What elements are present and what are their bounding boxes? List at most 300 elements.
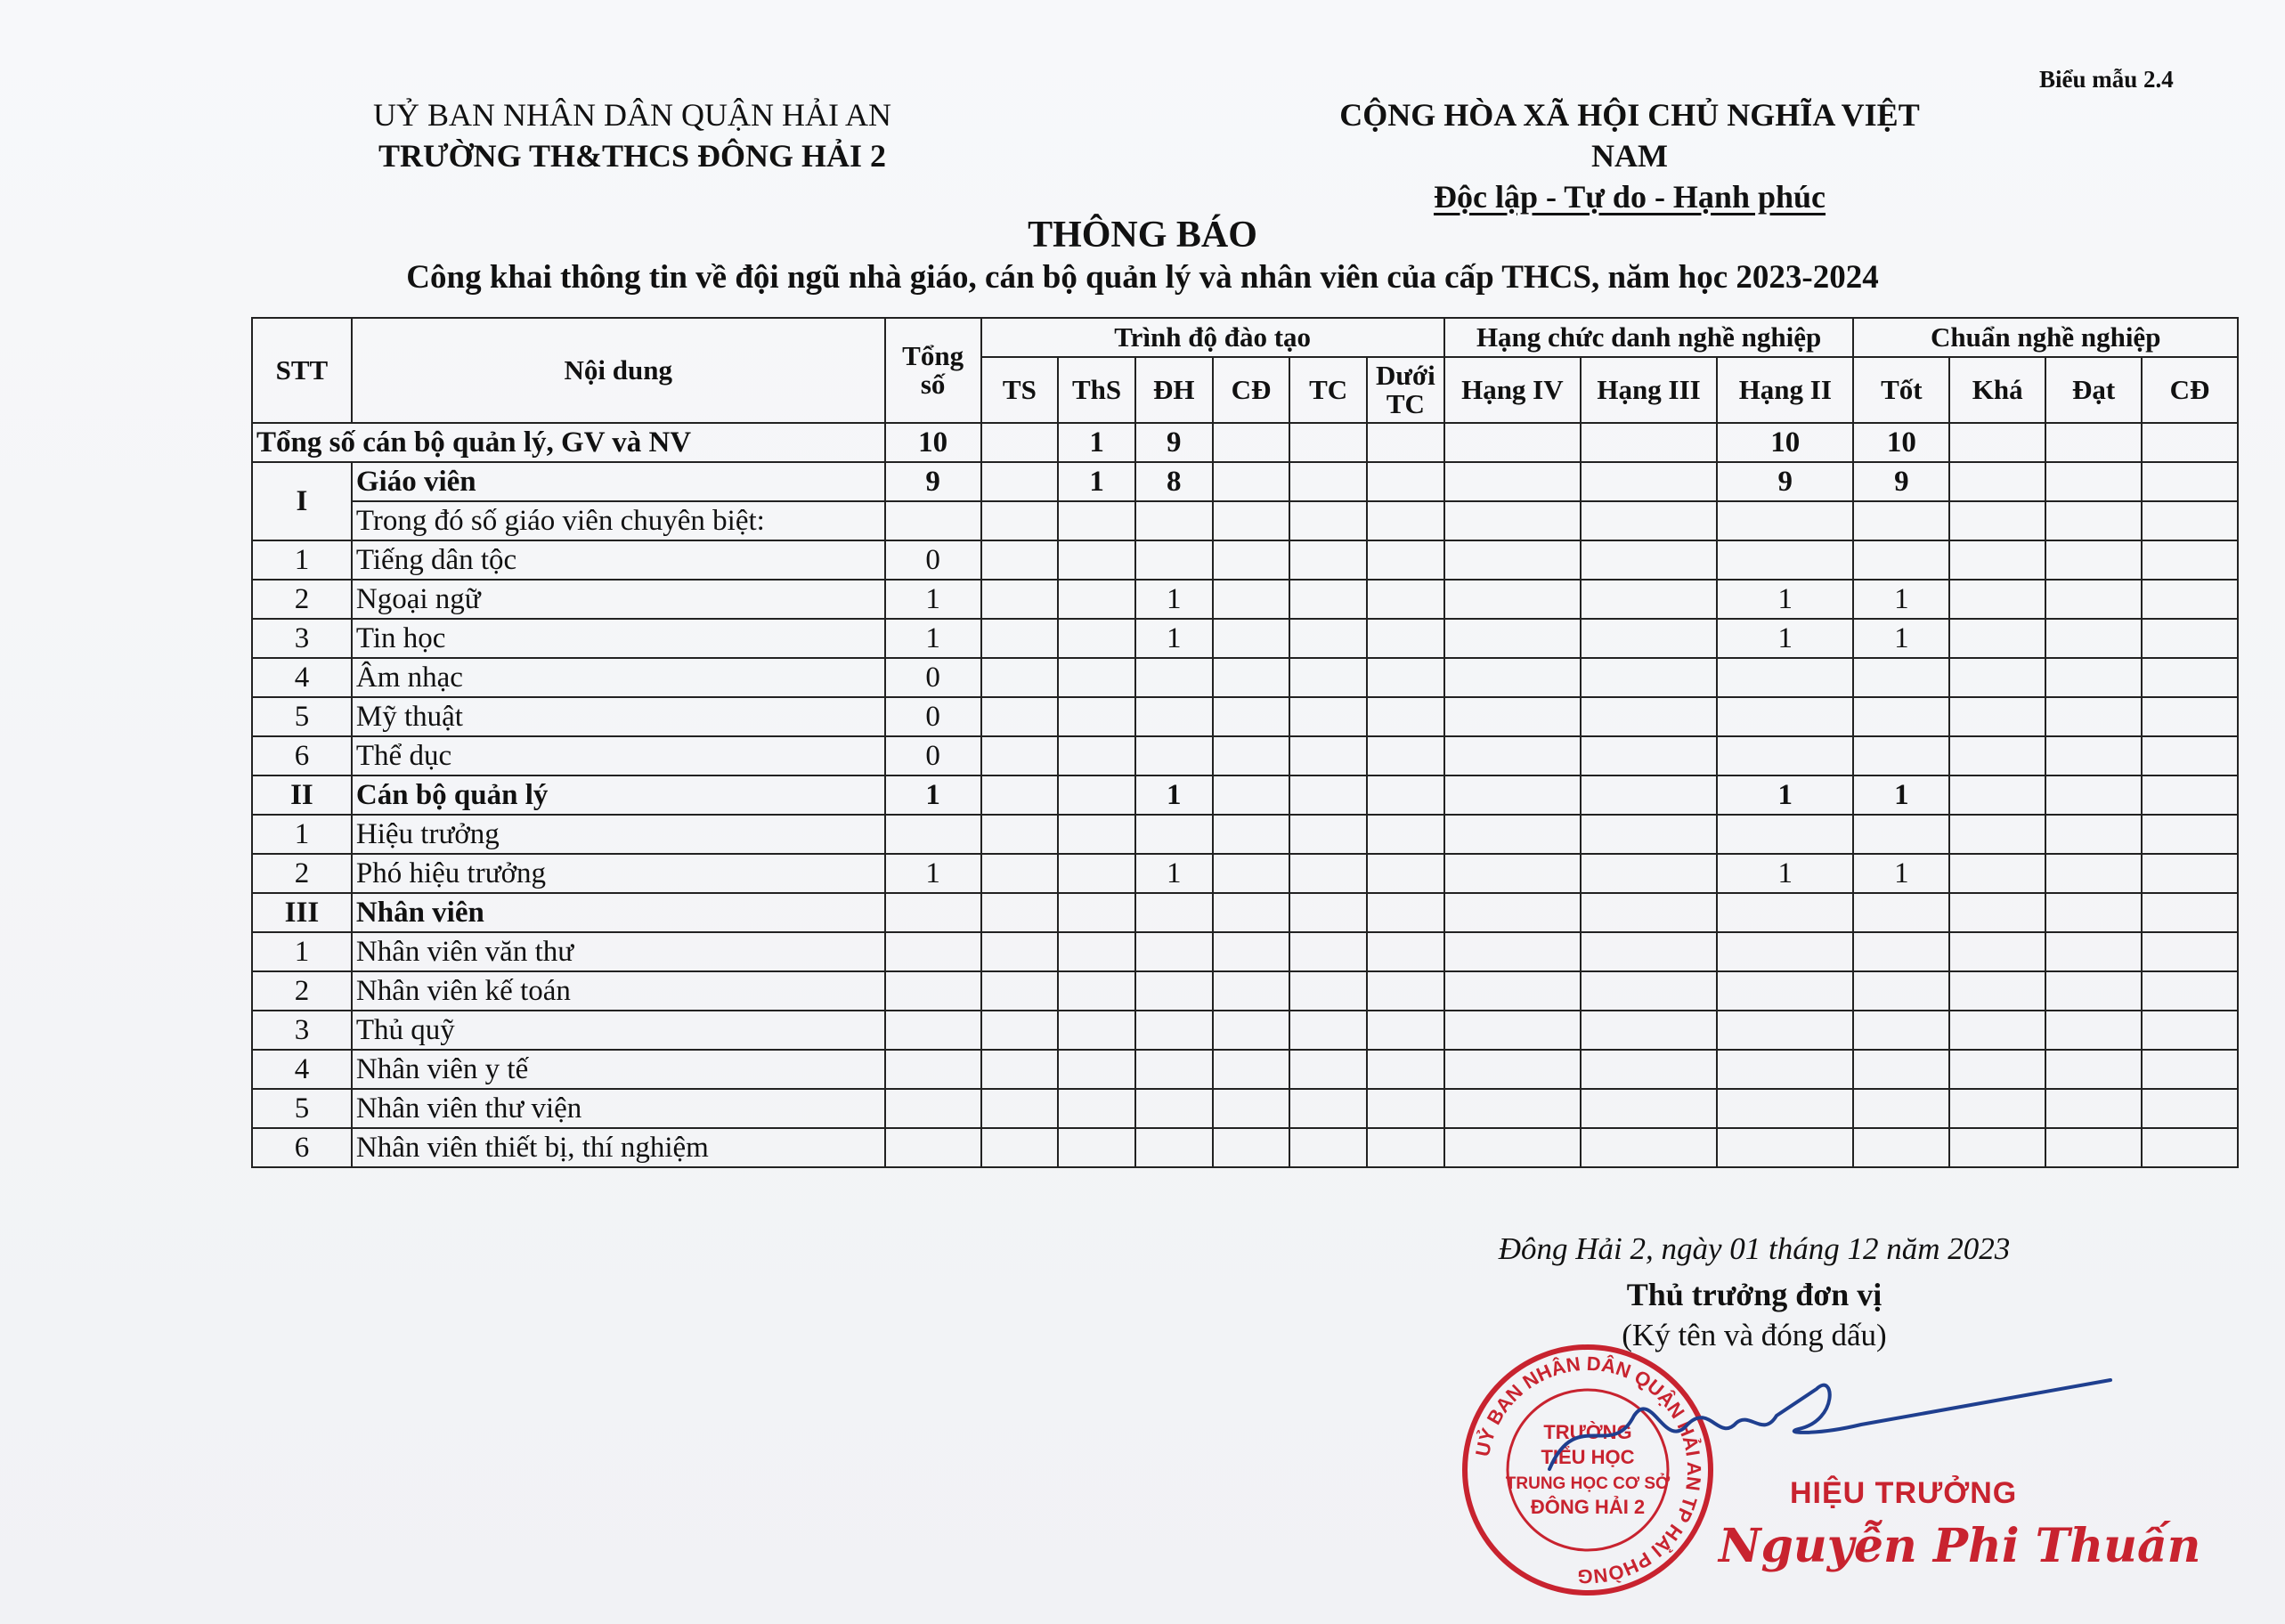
row-stt: 4: [252, 658, 352, 697]
value-cell: [885, 932, 981, 971]
col-standards-0: Tốt: [1853, 357, 1949, 423]
value-cell: [1581, 815, 1717, 854]
table-row: [252, 971, 2238, 1011]
value-cell: [1367, 736, 1444, 775]
value-cell: [1444, 540, 1581, 580]
row-label: Nhân viên thiết bị, thí nghiệm: [352, 1128, 885, 1167]
table-row: [252, 1050, 2238, 1089]
value-cell: [1213, 540, 1290, 580]
value-cell: 9: [1717, 462, 1853, 501]
value-cell: [1213, 971, 1290, 1011]
value-cell: 0: [885, 697, 981, 736]
value-cell: [1717, 697, 1853, 736]
value-cell: [1058, 540, 1135, 580]
value-cell: [2142, 736, 2238, 775]
row-stt: II: [252, 775, 352, 815]
table-row-group-staff: [252, 893, 2238, 932]
value-cell: [1058, 1050, 1135, 1089]
value-cell: [1949, 1089, 2045, 1128]
signer-role: HIỆU TRƯỞNG: [1790, 1476, 2018, 1510]
table-row: [252, 854, 2238, 893]
value-cell: [1949, 658, 2045, 697]
value-cell: [2142, 854, 2238, 893]
value-cell: [1581, 932, 1717, 971]
row-stt: 2: [252, 854, 352, 893]
table-row: [252, 580, 2238, 619]
value-cell: [1853, 1128, 1949, 1167]
value-cell: [2142, 580, 2238, 619]
value-cell: [1367, 580, 1444, 619]
value-cell: [1213, 462, 1290, 501]
value-cell: [2142, 462, 2238, 501]
value-cell: [2142, 697, 2238, 736]
row-stt: 3: [252, 619, 352, 658]
value-cell: [1058, 893, 1135, 932]
value-cell: [1717, 1089, 1853, 1128]
value-cell: [1058, 580, 1135, 619]
value-cell: [1949, 971, 2045, 1011]
value-cell: [1135, 736, 1213, 775]
group-standard: Chuẩn nghề nghiệp: [1853, 318, 2238, 357]
table-row-note: [252, 501, 2238, 540]
value-cell: [1444, 423, 1581, 462]
value-cell: [1853, 893, 1949, 932]
value-cell: [1367, 932, 1444, 971]
row-stt: 4: [252, 1050, 352, 1089]
value-cell: [1949, 462, 2045, 501]
value-cell: 1: [1717, 854, 1853, 893]
value-cell: [1135, 1128, 1213, 1167]
value-cell: [1444, 893, 1581, 932]
value-cell: [1058, 1128, 1135, 1167]
value-cell: [1581, 854, 1717, 893]
row-stt: 5: [252, 1089, 352, 1128]
value-cell: [2045, 1050, 2142, 1089]
value-cell: [981, 971, 1059, 1011]
value-cell: [1444, 736, 1581, 775]
value-cell: [885, 1089, 981, 1128]
value-cell: [981, 1050, 1059, 1089]
value-cell: [1135, 658, 1213, 697]
row-stt: 1: [252, 815, 352, 854]
table-row: [252, 658, 2238, 697]
value-cell: [1581, 619, 1717, 658]
value-cell: [1717, 501, 1853, 540]
value-cell: [1289, 658, 1367, 697]
col-training-3: CĐ: [1213, 357, 1290, 423]
value-cell: [1581, 775, 1717, 815]
row-label: Âm nhạc: [352, 658, 885, 697]
value-cell: [981, 423, 1059, 462]
value-cell: [1367, 1050, 1444, 1089]
value-cell: [1058, 971, 1135, 1011]
value-cell: [1444, 462, 1581, 501]
value-cell: [1581, 1089, 1717, 1128]
value-cell: [1058, 854, 1135, 893]
row-label: Phó hiệu trưởng: [352, 854, 885, 893]
value-cell: [1058, 736, 1135, 775]
value-cell: [1213, 1050, 1290, 1089]
value-cell: [2045, 815, 2142, 854]
value-cell: [981, 736, 1059, 775]
row-label: Nhân viên kế toán: [352, 971, 885, 1011]
value-cell: [1367, 971, 1444, 1011]
value-cell: [1213, 736, 1290, 775]
value-cell: [981, 893, 1059, 932]
value-cell: [1444, 815, 1581, 854]
value-cell: [1853, 1050, 1949, 1089]
value-cell: [1949, 540, 2045, 580]
row-label: Trong đó số giáo viên chuyên biệt:: [352, 501, 885, 540]
row-label: Hiệu trưởng: [352, 815, 885, 854]
value-cell: [1444, 971, 1581, 1011]
value-cell: 10: [885, 423, 981, 462]
value-cell: [1717, 971, 1853, 1011]
value-cell: [1853, 736, 1949, 775]
col-stt: STT: [252, 318, 352, 423]
signer-title: Thủ trưởng đơn vị: [1626, 1277, 1882, 1312]
value-cell: 0: [885, 540, 981, 580]
row-label: Tin học: [352, 619, 885, 658]
value-cell: [981, 658, 1059, 697]
value-cell: [1367, 619, 1444, 658]
value-cell: [1367, 697, 1444, 736]
header-row-groups: [252, 318, 2238, 357]
svg-text:UỶ BAN NHÂN DÂN QUẬN HẢI AN TP: UỶ BAN NHÂN DÂN QUẬN HẢI AN TP HẢI PHÒNG: [1470, 1352, 1706, 1588]
table-row: [252, 1011, 2238, 1050]
col-standards-2: Đạt: [2045, 357, 2142, 423]
value-cell: [981, 697, 1059, 736]
value-cell: [1289, 854, 1367, 893]
value-cell: 1: [1135, 854, 1213, 893]
value-cell: [2142, 658, 2238, 697]
value-cell: 1: [1717, 619, 1853, 658]
col-training-5: Dưới TC: [1367, 357, 1444, 423]
value-cell: [1289, 1050, 1367, 1089]
value-cell: 1: [1135, 580, 1213, 619]
col-ranks-1: Hạng III: [1581, 357, 1717, 423]
value-cell: [1717, 893, 1853, 932]
value-cell: [1949, 501, 2045, 540]
row-label: Tiếng dân tộc: [352, 540, 885, 580]
value-cell: 1: [1717, 580, 1853, 619]
value-cell: 9: [1853, 462, 1949, 501]
value-cell: [1444, 697, 1581, 736]
value-cell: [1949, 815, 2045, 854]
value-cell: 1: [1717, 775, 1853, 815]
signature-stroke: [1443, 1353, 2119, 1514]
row-label: Thủ quỹ: [352, 1011, 885, 1050]
value-cell: [1289, 540, 1367, 580]
value-cell: [1367, 501, 1444, 540]
value-cell: [1581, 423, 1717, 462]
value-cell: [885, 501, 981, 540]
table-row: [252, 1089, 2238, 1128]
value-cell: [2142, 1089, 2238, 1128]
value-cell: [2045, 1089, 2142, 1128]
value-cell: [981, 462, 1059, 501]
value-cell: [1581, 580, 1717, 619]
col-training-0: TS: [981, 357, 1059, 423]
value-cell: 1: [1853, 775, 1949, 815]
issuer-school: TRƯỜNG TH&THCS ĐÔNG HẢI 2: [378, 138, 887, 174]
value-cell: [1289, 501, 1367, 540]
value-cell: [2142, 893, 2238, 932]
value-cell: [1213, 619, 1290, 658]
value-cell: 1: [885, 854, 981, 893]
col-training-4: TC: [1289, 357, 1367, 423]
value-cell: [1444, 932, 1581, 971]
value-cell: [1853, 501, 1949, 540]
value-cell: [1444, 580, 1581, 619]
value-cell: [2045, 540, 2142, 580]
value-cell: [1213, 423, 1290, 462]
value-cell: [1289, 893, 1367, 932]
value-cell: [981, 1089, 1059, 1128]
value-cell: [1289, 932, 1367, 971]
col-total: Tổng số: [885, 318, 981, 423]
value-cell: [1717, 540, 1853, 580]
value-cell: [2045, 971, 2142, 1011]
value-cell: [1444, 854, 1581, 893]
value-cell: [1367, 854, 1444, 893]
value-cell: [1949, 1050, 2045, 1089]
sign-note: (Ký tên và đóng dấu): [1622, 1318, 1887, 1352]
value-cell: [1949, 1128, 2045, 1167]
value-cell: [1581, 540, 1717, 580]
value-cell: [1058, 658, 1135, 697]
value-cell: [1213, 501, 1290, 540]
value-cell: [1853, 1011, 1949, 1050]
value-cell: [1853, 815, 1949, 854]
row-stt: I: [252, 462, 352, 540]
value-cell: 1: [1853, 580, 1949, 619]
value-cell: 0: [885, 658, 981, 697]
value-cell: [1444, 658, 1581, 697]
value-cell: [1367, 423, 1444, 462]
table-row: [252, 932, 2238, 971]
value-cell: [1135, 893, 1213, 932]
value-cell: [1058, 501, 1135, 540]
value-cell: [2142, 775, 2238, 815]
value-cell: [981, 501, 1059, 540]
row-stt: 3: [252, 1011, 352, 1050]
row-stt: 6: [252, 736, 352, 775]
value-cell: [1444, 775, 1581, 815]
value-cell: [1213, 1128, 1290, 1167]
row-label: Tổng số cán bộ quản lý, GV và NV: [252, 423, 885, 462]
value-cell: [2142, 1050, 2238, 1089]
value-cell: 1: [1058, 462, 1135, 501]
table-row: [252, 540, 2238, 580]
staff-table: [251, 317, 2239, 1168]
value-cell: [2045, 854, 2142, 893]
value-cell: [1213, 854, 1290, 893]
group-training: Trình độ đào tạo: [981, 318, 1444, 357]
value-cell: [981, 1128, 1059, 1167]
col-training-1: ThS: [1058, 357, 1135, 423]
value-cell: [1289, 1128, 1367, 1167]
value-cell: [2045, 501, 2142, 540]
value-cell: [981, 540, 1059, 580]
value-cell: [2045, 932, 2142, 971]
value-cell: [2045, 619, 2142, 658]
value-cell: 1: [885, 775, 981, 815]
value-cell: [885, 893, 981, 932]
value-cell: [1058, 697, 1135, 736]
value-cell: [2045, 658, 2142, 697]
value-cell: [1717, 658, 1853, 697]
table-row-group-managers: [252, 775, 2238, 815]
row-label: Giáo viên: [352, 462, 885, 501]
value-cell: [1135, 1089, 1213, 1128]
value-cell: [1289, 423, 1367, 462]
value-cell: [981, 932, 1059, 971]
value-cell: [1289, 1089, 1367, 1128]
row-label: Thể dục: [352, 736, 885, 775]
col-standards-1: Khá: [1949, 357, 2045, 423]
value-cell: [1717, 1011, 1853, 1050]
row-label: Nhân viên y tế: [352, 1050, 885, 1089]
value-cell: [1367, 815, 1444, 854]
value-cell: [1213, 893, 1290, 932]
value-cell: [885, 1128, 981, 1167]
value-cell: [1949, 736, 2045, 775]
value-cell: [1717, 736, 1853, 775]
value-cell: [1717, 932, 1853, 971]
value-cell: [1135, 540, 1213, 580]
value-cell: [1058, 815, 1135, 854]
seal-line: ĐÔNG HẢI 2: [1530, 1496, 1646, 1518]
value-cell: [1367, 775, 1444, 815]
value-cell: [981, 775, 1059, 815]
table-body: [252, 423, 2238, 1167]
value-cell: [1367, 462, 1444, 501]
row-stt: 1: [252, 540, 352, 580]
value-cell: [1135, 697, 1213, 736]
value-cell: [1949, 423, 2045, 462]
value-cell: [1289, 736, 1367, 775]
value-cell: [1949, 775, 2045, 815]
value-cell: 0: [885, 736, 981, 775]
value-cell: [1853, 697, 1949, 736]
value-cell: 1: [885, 619, 981, 658]
value-cell: [2142, 501, 2238, 540]
value-cell: [1135, 932, 1213, 971]
row-label: Cán bộ quản lý: [352, 775, 885, 815]
value-cell: [1135, 1050, 1213, 1089]
value-cell: 1: [1853, 854, 1949, 893]
row-stt: 5: [252, 697, 352, 736]
value-cell: [1581, 1050, 1717, 1089]
value-cell: [2045, 893, 2142, 932]
value-cell: [1853, 1089, 1949, 1128]
value-cell: [2045, 580, 2142, 619]
value-cell: [1213, 1089, 1290, 1128]
value-cell: [1444, 1011, 1581, 1050]
table-row: [252, 1128, 2238, 1167]
value-cell: [1444, 1089, 1581, 1128]
table-row: [252, 619, 2238, 658]
value-cell: [1213, 658, 1290, 697]
value-cell: [1367, 1089, 1444, 1128]
national-motto: Độc lập - Tự do - Hạnh phúc: [1433, 179, 1826, 215]
value-cell: [1949, 932, 2045, 971]
value-cell: [981, 619, 1059, 658]
value-cell: 9: [1135, 423, 1213, 462]
row-stt: 2: [252, 971, 352, 1011]
value-cell: [1135, 815, 1213, 854]
value-cell: [1444, 1128, 1581, 1167]
row-label: Nhân viên: [352, 893, 885, 932]
value-cell: 1: [1135, 619, 1213, 658]
value-cell: [2142, 1011, 2238, 1050]
row-stt: 1: [252, 932, 352, 971]
issuer-authority: UỶ BAN NHÂN DÂN QUẬN HẢI AN: [373, 97, 891, 133]
value-cell: [2045, 462, 2142, 501]
value-cell: [1367, 893, 1444, 932]
value-cell: [1581, 971, 1717, 1011]
value-cell: 10: [1717, 423, 1853, 462]
value-cell: [1949, 619, 2045, 658]
value-cell: [1581, 658, 1717, 697]
table-row-summary: [252, 423, 2238, 462]
value-cell: [1949, 854, 2045, 893]
value-cell: [1289, 462, 1367, 501]
col-training-2: ĐH: [1135, 357, 1213, 423]
value-cell: [1717, 1128, 1853, 1167]
value-cell: [1949, 580, 2045, 619]
document-title: THÔNG BÁO: [1028, 215, 1257, 256]
value-cell: [1581, 1128, 1717, 1167]
col-standards-3: CĐ: [2142, 357, 2238, 423]
table-row: [252, 697, 2238, 736]
value-cell: 1: [1853, 619, 1949, 658]
value-cell: [2045, 697, 2142, 736]
value-cell: [1289, 580, 1367, 619]
value-cell: [1289, 775, 1367, 815]
value-cell: [2045, 423, 2142, 462]
value-cell: [1058, 932, 1135, 971]
value-cell: [1058, 619, 1135, 658]
value-cell: [1581, 462, 1717, 501]
value-cell: [1853, 932, 1949, 971]
value-cell: 10: [1853, 423, 1949, 462]
value-cell: [1853, 658, 1949, 697]
value-cell: [1367, 1011, 1444, 1050]
table-row: [252, 736, 2238, 775]
value-cell: [981, 854, 1059, 893]
value-cell: [1289, 1011, 1367, 1050]
value-cell: [1444, 501, 1581, 540]
value-cell: [1135, 501, 1213, 540]
issuer-header: [312, 94, 953, 176]
col-ranks-0: Hạng IV: [1444, 357, 1581, 423]
value-cell: [1949, 1011, 2045, 1050]
row-stt: III: [252, 893, 352, 932]
national-header: [1309, 94, 1950, 217]
value-cell: [885, 1050, 981, 1089]
value-cell: [1213, 697, 1290, 736]
value-cell: [1135, 971, 1213, 1011]
signer-name: Nguyễn Phi Thuấn: [1719, 1519, 2201, 1573]
value-cell: [1367, 658, 1444, 697]
value-cell: [1853, 971, 1949, 1011]
value-cell: [1949, 893, 2045, 932]
value-cell: [1213, 932, 1290, 971]
value-cell: [1581, 501, 1717, 540]
seal-line: TRUNG HỌC CƠ SỞ: [1505, 1474, 1671, 1493]
